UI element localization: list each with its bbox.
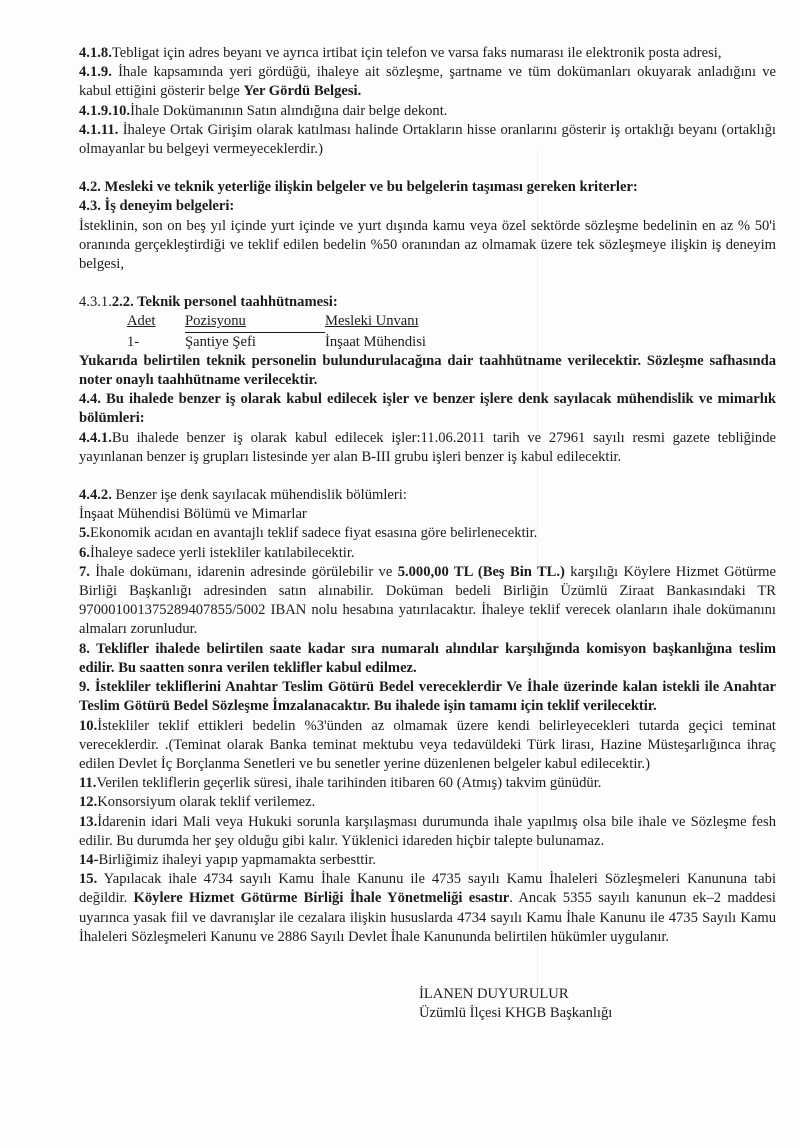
signature-block — [419, 985, 776, 1023]
item-text: Verilen tekliflerin geçerlik süresi, ihale tarihinden itibaren 60 (Atmış) takvim günüdür. — [96, 775, 602, 792]
item-8 — [79, 640, 776, 678]
item-9 — [79, 678, 776, 716]
item-bold-text: 9. İstekliler tekliflerini Anahtar Teslim Götürü Bedel vereceklerdir Ve İhale üzerinde kalan istekli ile Anahtar Teslim Götürü Bedel Sözleşme İmzalanacaktır. Bu ihalede işin tamamı için teklif verilecektir. — [79, 679, 776, 715]
item-text: Konsorsiyum olarak teklif verilemez. — [97, 794, 316, 811]
header-position: Pozisyonu — [185, 312, 325, 332]
item-text: Birliğimiz ihaleyi yapıp yapmamakta serbesttir. — [98, 851, 377, 868]
item-number: 4.1.11. — [79, 121, 119, 138]
item-11 — [79, 774, 776, 793]
item-4-4-2 — [79, 486, 776, 505]
item-text: İhaleye sadece yerli istekliler katılabilecektir. — [89, 544, 355, 561]
item-text: İstekliler teklif ettikleri bedelin %3'ünden az olmamak üzere kendi belirleyecekleri tutarda geçici teminat vereceklerdir. .(Teminat olarak Banka teminat mektubu veya tedavüldeki Türk lirası, Hazine Müsteşarlığınca ihraç edilen Devlet İç Borçlanma Senetleri ve bu senetler yerine düzenlenen belgeler kabul edilecektir.) — [79, 717, 776, 772]
item-number: 4.1.9.10. — [79, 102, 131, 119]
heading-4-2 — [79, 178, 776, 197]
item-number: 13. — [79, 813, 98, 830]
item-bold-text: Yer Gördü Belgesi. — [243, 83, 362, 100]
item-number: 14- — [79, 851, 99, 868]
item-5 — [79, 524, 776, 543]
item-text: İhale dokümanı, idarenin adresinde görülebilir ve — [89, 563, 398, 580]
item-text: İhale Dokümanının Satın alındığına dair belge dekont. — [130, 102, 448, 119]
item-text: Yapılacak ihale 4734 sayılı Kamu İhale Kanunu ile 4735 sayılı Kamu İhaleleri Sözleşmeleri Kanununa tabi değildir. — [79, 871, 776, 907]
item-number: 11. — [79, 775, 97, 792]
cell-title: İnşaat Mühendisi — [325, 333, 426, 350]
item-4-1-9 — [79, 63, 776, 101]
item-text-cont: karşılığı Köylere Hizmet Götürme Birliği Başkanlığı adresinden satın alınabilir. Doküman bedeli Birliğin Üzümlü Ziraat Bankasındaki TR 970001001375289407855/5002 IBAN nolu hesabına yatırılacaktır. İhaleye teklif verecek olanların ihale dokümanını almaları zorunludur. — [79, 563, 776, 638]
header-count: Adet — [127, 313, 156, 330]
personnel-table — [127, 312, 527, 351]
item-text: Benzer işe denk sayılacak mühendislik bölümleri: — [111, 487, 407, 504]
item-number: 4.1.8. — [79, 45, 112, 61]
item-number: 4.4.1. — [79, 429, 112, 446]
item-number: 10. — [79, 717, 98, 734]
item-text: Ekonomik acıdan en avantajlı teklif sadece fiyat esasına göre belirlenecektir. — [89, 525, 538, 542]
item-number: 4.4.2. — [79, 487, 112, 504]
item-number: 7. — [79, 563, 90, 580]
item-number: 12. — [79, 794, 98, 811]
item-13 — [79, 813, 776, 851]
item-14 — [79, 851, 776, 870]
item-text: İhale kapsamında yeri gördüğü, ihaleye ait sözleşme, şartname ve tüm dokümanları okuyarak anladığını ve kabul ettiğini gösterir belge — [79, 64, 776, 100]
item-number: 4.3.1. — [79, 294, 112, 311]
commitment-text: Yukarıda belirtilen teknik personelin bulundurulacağına dair taahhütname verilecektir. Sözleşme safhasında noter onaylı taahhütname verilecektir. — [79, 352, 776, 389]
item-4-1-9-10 — [79, 102, 776, 121]
scan-fold-line — [537, 150, 538, 1000]
item-bold-text: Köylere Hizmet Götürme Birliği İhale Yönetmeliği esastır — [133, 890, 510, 907]
heading-text: 4.2. Mesleki ve teknik yeterliğe ilişkin belgeler ve bu belgelerin taşıması gereken kriterler: — [79, 179, 638, 196]
item-15 — [79, 870, 776, 947]
heading-text: 4.3. İş deneyim belgeleri: — [79, 198, 235, 215]
heading-text: 4.4. Bu ihalede benzer iş olarak kabul edilecek işler ve benzer işlere denk sayılacak mühendislik ve mimarlık bölümleri: — [79, 391, 776, 427]
item-number: 5. — [79, 525, 90, 542]
item-6 — [79, 544, 776, 563]
item-4-3-1-2-2 — [79, 293, 776, 312]
announcement-line: İLANEN DUYURULUR — [419, 985, 569, 1002]
item-7 — [79, 563, 776, 640]
item-number: 4.1.9. — [79, 64, 112, 81]
item-number: 6. — [79, 544, 90, 561]
item-text-cont: . Ancak 5355 sayılı kanunun ek–2 maddesi uyarınca yasak fiil ve davranışlar ile cezalara ilişkin hususlarda 4734 sayılı Kamu İhale Kanunu ile 4735 Sayılı Kamu İhaleleri Sözleşmeleri Kanunu ve 2886 Sayılı Devlet İhale Kanununda belirtilen hükümler uygulanır. — [79, 890, 776, 945]
item-10 — [79, 717, 776, 775]
item-12 — [79, 793, 776, 812]
item-4-1-8 — [79, 44, 776, 63]
heading-4-3 — [79, 197, 776, 216]
header-title: Mesleki Unvanı — [325, 313, 419, 330]
table-row — [127, 333, 527, 352]
item-bold-text: 8. Teklifler ihalede belirtilen saate kadar sıra numaralı alındılar karşılığında komisyon başkanlığına teslim edilir. Bu saatten sonra verilen teklifler kabul edilmez. — [79, 640, 776, 676]
commitment-note — [79, 352, 776, 390]
table-header — [127, 312, 527, 332]
cell-position: Şantiye Şefi — [185, 333, 256, 350]
item-4-3-text: İsteklinin, son on beş yıl içinde yurt içinde ve yurt dışında kamu veya özel sektörde sözleşme bedelinin en az % 50'i oranında gerçekleştirdiği ve teklif edilen bedelin %50 oranından az olmamak üzere tek sözleşmeye ilişkin iş deneyim belgesi, — [79, 217, 776, 273]
item-text: Bu ihalede benzer iş olarak kabul edilecek işler:11.06.2011 tarih ve 27961 sayılı resmi gazete tebliğinde yayınlanan benzer iş grupları listesinde yer alan B-III grubu işleri benzer iş kabul edilecektir. — [79, 429, 776, 465]
item-bold-text: 5.000,00 TL (Beş Bin TL.) — [397, 563, 565, 580]
heading-4-4 — [79, 390, 776, 428]
item-text: İdarenin idari Mali veya Hukuki sorunla karşılaşması durumunda ihale yapılmış olsa bile ihale ve Sözleşme fesh edilir. Bu durumda her şey olduğu gibi kalır. Yüklenici idareden hiçbir talepte bulunamaz. — [79, 813, 776, 849]
item-bold-text: 2.2. Teknik personel taahhütnamesi: — [111, 294, 338, 311]
item-4-1-11 — [79, 121, 776, 159]
item-text: Tebligat için adres beyanı ve ayrıca irtibat için telefon ve varsa faks numarası ile elektronik posta adresi, — [111, 45, 722, 61]
item-4-4-1 — [79, 429, 776, 467]
cell-count: 1- — [127, 333, 140, 350]
item-text: İhaleye Ortak Girişim olarak katılması halinde Ortakların hisse oranlarını gösterir iş ortaklığı beyanı (ortaklığı olmayanlar bu belgeyi vermeyeceklerdir.) — [79, 121, 776, 158]
authority-line: Üzümlü İlçesi KHGB Başkanlığı — [419, 1005, 613, 1022]
item-number: 15. — [79, 871, 98, 888]
item-4-4-2-line2: İnşaat Mühendisi Bölümü ve Mimarlar — [79, 506, 307, 523]
